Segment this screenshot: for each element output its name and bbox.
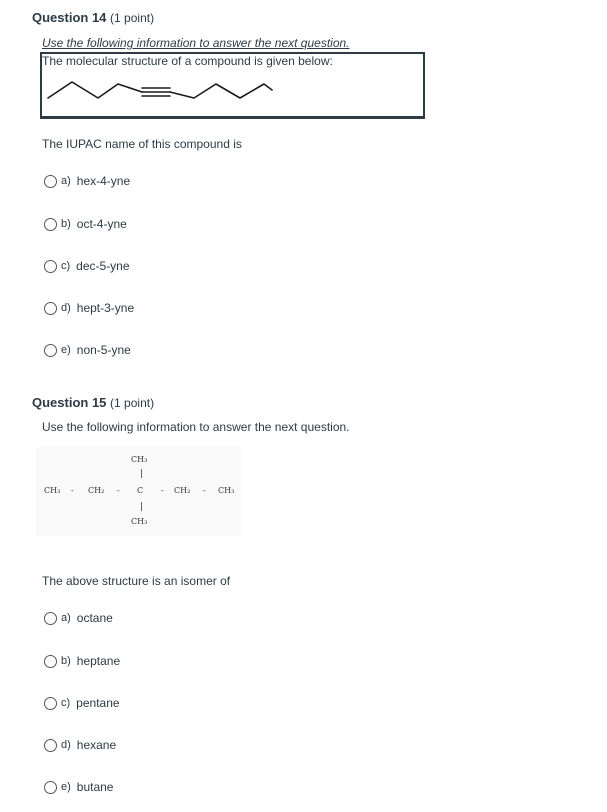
q15-option-c-text: pentane [76,696,120,710]
q14-option-a[interactable] [44,172,130,190]
q15-option-b-radio[interactable] [44,655,57,668]
structure-box-caption: The molecular structure of a compound is given below: [42,54,333,68]
q14-option-d-text: hept-3-yne [76,301,135,315]
structure-top-ch3: CH₃ [131,455,148,464]
q14-option-c[interactable] [44,257,130,275]
q14-option-e-letter: e) [61,344,71,356]
q14-option-c-radio[interactable] [44,260,57,273]
structure-box-divider [42,116,423,117]
structure-chain-1: CH₃ [44,486,61,495]
q14-option-e-text: non-5-yne [76,343,131,357]
q15-option-d-text: hexane [76,738,117,752]
structure-chain-5: CH₃ [218,486,235,495]
q14-option-c-text: dec-5-yne [76,259,130,273]
q15-option-d-radio[interactable] [44,739,57,752]
bond-dash-1: - [71,486,74,495]
q15-option-e-radio[interactable] [44,781,57,794]
bond-dash-4: - [203,486,206,495]
question-15-points: (1 point) [110,396,155,410]
question-14-instruction: Use the following information to answer the next question. [42,36,350,50]
structure-chain-2: CH₂ [88,486,105,495]
q15-option-b[interactable] [44,652,120,670]
question-15-instruction: Use the following information to answer the next question. [42,420,350,434]
q14-option-b-text: oct-4-yne [76,217,127,231]
q14-option-b[interactable] [44,215,127,233]
bond-vertical-bottom [141,502,142,511]
q15-option-e[interactable] [44,778,113,796]
q14-option-b-letter: b) [61,218,71,230]
skeletal-chain-right [170,84,272,98]
q15-option-d-letter: d) [61,739,71,751]
question-15-prompt: The above structure is an isomer of [42,574,231,588]
q15-option-a-text: octane [76,611,113,625]
q15-option-c[interactable] [44,694,120,712]
structure-chain-4: CH₂ [174,486,191,495]
structure-bottom-ch3: CH₃ [131,517,148,526]
q14-option-a-radio[interactable] [44,175,57,188]
q14-option-e-radio[interactable] [44,344,57,357]
question-15-label: Question 15 [32,395,107,410]
q14-option-d-radio[interactable] [44,302,57,315]
q15-option-a-letter: a) [61,612,71,624]
question-14-prompt: The IUPAC name of this compound is [42,137,242,151]
q14-option-e[interactable] [44,341,131,359]
q15-option-b-letter: b) [61,655,71,667]
q14-option-a-text: hex-4-yne [76,174,131,188]
q14-option-b-radio[interactable] [44,218,57,231]
bond-dash-3: - [161,486,164,495]
q14-option-d[interactable] [44,299,134,317]
bond-vertical-top [141,469,142,478]
q15-option-c-radio[interactable] [44,697,57,710]
skeletal-chain-left [48,82,142,98]
q15-option-e-letter: e) [61,781,71,793]
q14-option-c-letter: c) [61,260,71,272]
q14-option-a-letter: a) [61,175,71,187]
structure-chain-3: C [137,486,144,495]
q15-option-a-radio[interactable] [44,612,57,625]
bond-dash-2: - [117,486,120,495]
question-15-title [32,395,154,410]
q15-option-d[interactable] [44,736,116,754]
question-14-label: Question 14 [32,10,107,25]
q15-option-e-text: butane [76,780,114,794]
q15-option-b-text: heptane [76,654,121,668]
q14-option-d-letter: d) [61,302,71,314]
q15-option-c-letter: c) [61,697,71,709]
question-14-points: (1 point) [110,11,155,25]
question-14-title [32,10,154,25]
q15-option-a[interactable] [44,609,113,627]
skeletal-structure-diagram [44,74,274,108]
